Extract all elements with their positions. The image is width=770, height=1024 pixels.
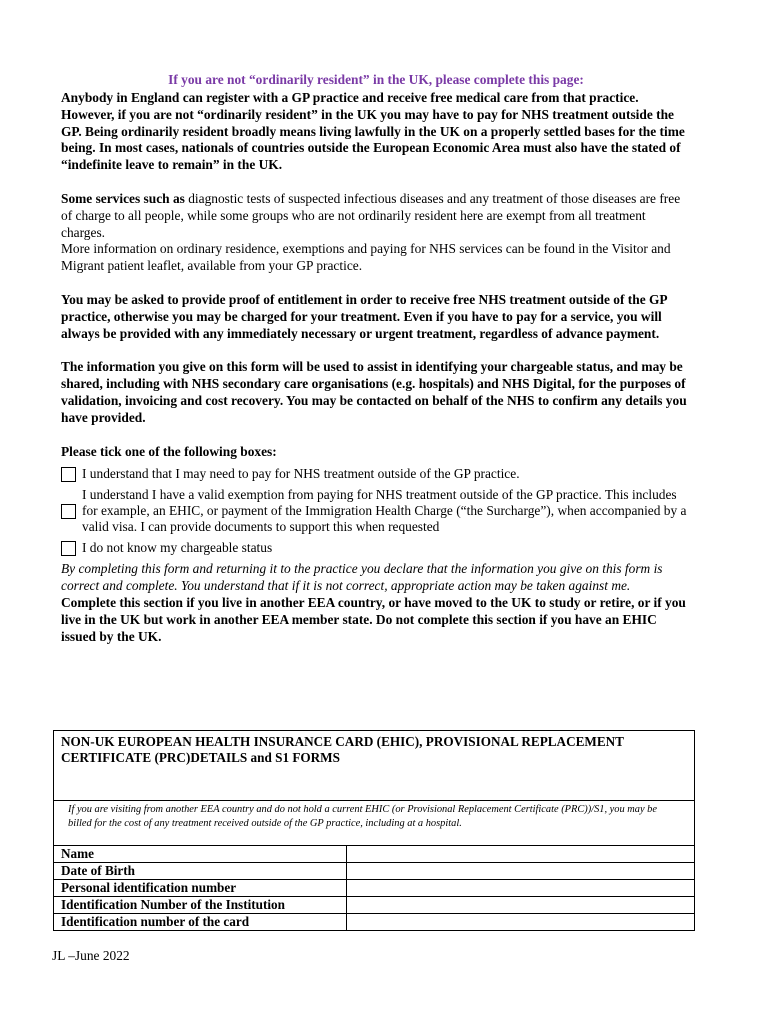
personal-id-field[interactable] bbox=[347, 880, 695, 897]
card-id-field[interactable] bbox=[347, 914, 695, 931]
table-row bbox=[54, 863, 695, 880]
page-heading: If you are not “ordinarily resident” in the UK, please complete this page: bbox=[168, 72, 584, 87]
eea-section-paragraph: Complete this section if you live in another EEA country, or have moved to the UK to study or retire, or if you live in the UK but work in another EEA member state. Do not complete this section if you have an EHIC issued by the UK. bbox=[61, 594, 686, 644]
services-lead: Some services such as bbox=[61, 190, 185, 206]
info-use-paragraph: The information you give on this form will be used to assist in identifying your chargeable status, and may be shared, including with NHS secondary care organisations (e.g. hospitals) and NHS Digital, for the purposes of validation, invoicing and cost recovery. You may be contacted on behalf of the NHS to confirm any details you have provided. bbox=[61, 359, 687, 425]
checkbox-pay[interactable] bbox=[61, 467, 76, 482]
option-unknown-label: I do not know my chargeable status bbox=[82, 540, 273, 556]
footer-note: JL –June 2022 bbox=[52, 948, 130, 963]
intro-paragraph: Anybody in England can register with a GP practice and receive free medical care from that practice. However, if you are not “ordinarily resident” in the UK you may have to pay for NHS treatment outside the GP. Being ordinarily resident broadly means living lawfully in the UK on a properly settled bases for the time being. In most cases, nationals of countries outside the European Economic Area must also have the stated of “indefinite leave to remain” in the UK. bbox=[61, 90, 685, 173]
table-row bbox=[54, 880, 695, 897]
services-text: diagnostic tests of suspected infectious diseases and any treatment of those diseases are free of charge to all people, while some groups who are not ordinarily resident here are exempt from all treatment charges. bbox=[61, 190, 681, 240]
checkbox-unknown[interactable] bbox=[61, 541, 76, 556]
field-label-card-id: Identification number of the card bbox=[54, 914, 347, 931]
option-exempt-label: I understand I have a valid exemption from paying for NHS treatment outside of the GP practice. This includes for example, an EHIC, or payment of the Immigration Health Charge (“the Surcharge”), when accompanied by a valid visa. I can provide documents to support this when requested bbox=[82, 487, 687, 535]
ehic-table bbox=[53, 730, 695, 931]
more-info-paragraph: More information on ordinary residence, exemptions and paying for NHS services can be found in the Visitor and Migrant patient leaflet, available from your GP practice. bbox=[61, 241, 671, 274]
option-pay[interactable] bbox=[61, 466, 691, 482]
institution-id-field[interactable] bbox=[347, 897, 695, 914]
table-row bbox=[54, 914, 695, 931]
services-paragraph bbox=[61, 191, 691, 241]
option-pay-label: I understand that I may need to pay for NHS treatment outside of the GP practice. bbox=[82, 466, 520, 482]
field-label-name: Name bbox=[54, 846, 347, 863]
checkbox-exempt[interactable] bbox=[61, 504, 76, 519]
tick-prompt: Please tick one of the following boxes: bbox=[61, 443, 277, 459]
declaration-paragraph: By completing this form and returning it to the practice you declare that the information you give on this form is correct and complete. You understand that if it is not correct, appropriate action may be taken against me. bbox=[61, 561, 663, 594]
table-row bbox=[54, 897, 695, 914]
ehic-title: NON-UK EUROPEAN HEALTH INSURANCE CARD (EHIC), PROVISIONAL REPLACEMENT CERTIFICATE (PRC)DETAILS and S1 FORMS bbox=[54, 731, 695, 801]
dob-field[interactable] bbox=[347, 863, 695, 880]
field-label-personal-id: Personal identification number bbox=[54, 880, 347, 897]
name-field[interactable] bbox=[347, 846, 695, 863]
ehic-note: If you are visiting from another EEA country and do not hold a current EHIC (or Provisional Replacement Certificate (PRC))/S1, you may be billed for the cost of any treatment received outside of the GP practice, including at a hospital. bbox=[54, 801, 695, 846]
form-page bbox=[61, 72, 691, 645]
field-label-dob: Date of Birth bbox=[54, 863, 347, 880]
table-row bbox=[54, 846, 695, 863]
option-unknown[interactable] bbox=[61, 540, 691, 556]
proof-paragraph: You may be asked to provide proof of entitlement in order to receive free NHS treatment outside of the GP practice, otherwise you may be charged for your treatment. Even if you have to pay for a service, you will always be provided with any immediately necessary or urgent treatment, regardless of advance payment. bbox=[61, 291, 667, 341]
option-exempt[interactable] bbox=[61, 487, 691, 535]
field-label-institution-id: Identification Number of the Institution bbox=[54, 897, 347, 914]
